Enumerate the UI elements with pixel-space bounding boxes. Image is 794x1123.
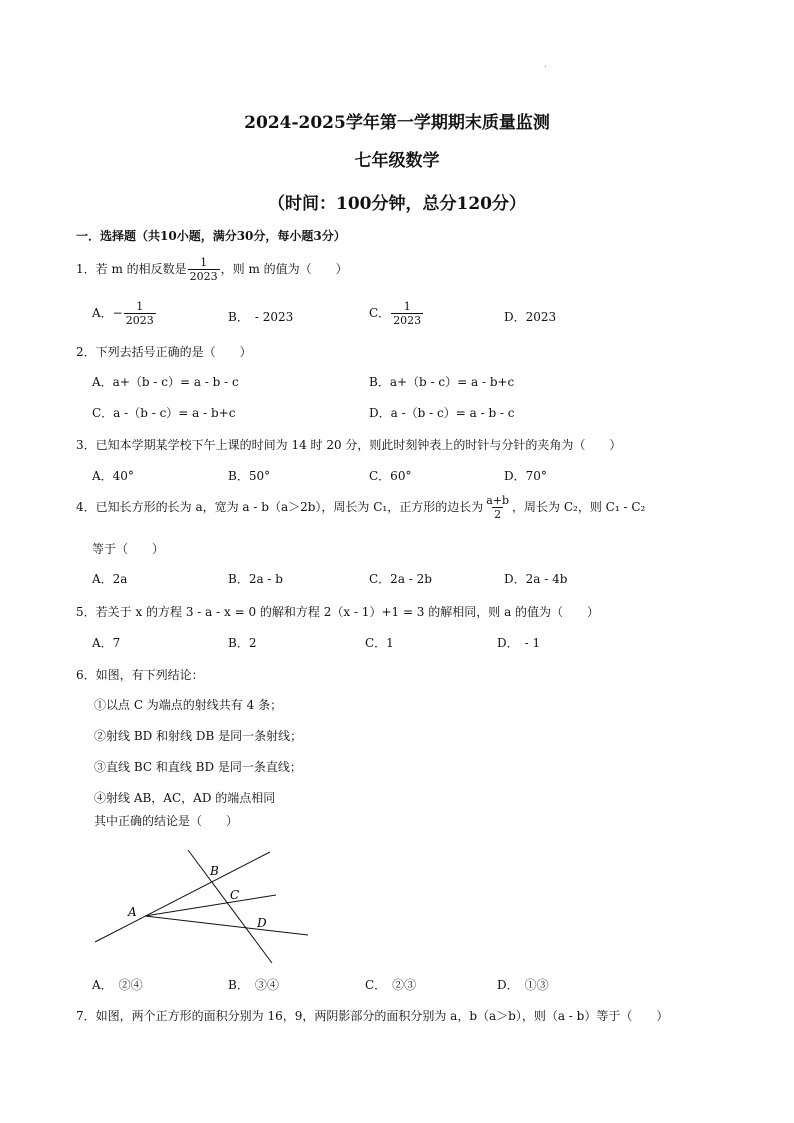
question-7-stem: 7．如图，两个正方形的面积分别为 16，9，两阴影部分的面积分别为 a，b（a＞b），则（a - b）等于（ ） (76, 1009, 669, 1023)
line-through-a-b (95, 852, 270, 942)
q6-option-a: A． ②④ (92, 978, 143, 992)
point-label-a: A (128, 905, 137, 919)
q3-option-a: A．40° (92, 469, 134, 483)
scan-dot (545, 66, 546, 67)
point-label-d: D (257, 916, 267, 930)
point-label-b: B (210, 864, 219, 878)
question-6-stem: 6．如图，有下列结论： (76, 668, 204, 682)
q1-option-a-fraction (124, 300, 156, 327)
q1-a-den: 2023 (125, 314, 154, 327)
q4-option-d: D．2a - 4b (504, 572, 568, 586)
q2-option-b: B．a+（b - c）= a - b+c (369, 375, 515, 389)
point-label-c: C (230, 888, 240, 902)
q4-stem-post: ，周长为 C₂，则 C₁ - C₂ (512, 500, 646, 514)
q4-fraction (484, 494, 511, 521)
q4-stem-pre: 4．已知长方形的长为 a，宽为 a - b（a＞2b），周长为 C₁，正方形的边长为 (76, 500, 484, 514)
q1-option-d: D．2023 (504, 310, 557, 324)
q1-option-c-label: C． (369, 306, 391, 320)
q5-option-c: C．1 (365, 636, 394, 650)
ray-a-d (145, 916, 308, 935)
question-4-stem-line2: 等于（ ） (92, 542, 165, 556)
q2-option-c: C．a -（b - c）= a - b+c (92, 406, 236, 420)
q4-option-c: C．2a - 2b (369, 572, 432, 586)
q1-stem-post: ，则 m 的值为（ ） (220, 262, 348, 276)
q6-statement-1: ①以点 C 为端点的射线共有 4 条； (94, 698, 283, 712)
q1-c-num: 1 (403, 300, 411, 313)
q4-option-b: B．2a - b (228, 572, 283, 586)
q3-option-c: C．60° (369, 469, 412, 483)
q6-option-b: B． ③④ (228, 978, 279, 992)
line-through-b-d (188, 850, 272, 963)
q6-statement-3: ③直线 BC 和直线 BD 是同一条直线； (94, 760, 302, 774)
q1-option-a-label: A．− (92, 306, 123, 320)
q3-option-b: B．50° (228, 469, 271, 483)
q5-option-a: A．7 (92, 636, 121, 650)
q1-c-den: 2023 (393, 314, 422, 327)
question-1-stem (76, 256, 348, 283)
q4-option-a: A．2a (92, 572, 128, 586)
q1-stem-pre: 1．若 m 的相反数是 (76, 262, 187, 276)
q6-geometry-figure (90, 845, 320, 970)
q5-option-b: B．2 (228, 636, 257, 650)
section-heading-choice: 一．选择题（共10小题，满分30分，每小题3分） (76, 229, 346, 243)
q6-option-d: D． ①③ (497, 978, 549, 992)
q4-frac-den: 2 (494, 508, 502, 521)
ray-a-c (145, 895, 276, 916)
q1-fraction (188, 256, 220, 283)
question-5-stem: 5．若关于 x 的方程 3 - a - x = 0 的解和方程 2（x - 1）+1 = 3 的解相同，则 a 的值为（ ） (76, 605, 600, 619)
question-3-stem: 3．已知本学期某学校下午上课的时间为 14 时 20 分，则此时刻钟表上的时针与分针的夹角为（ ） (76, 438, 622, 452)
q2-option-d: D．a -（b - c）= a - b - c (369, 406, 515, 420)
q3-option-d: D．70° (504, 469, 547, 483)
q6-option-c: C． ②③ (365, 978, 417, 992)
q6-statement-4: ④射线 AB，AC，AD 的端点相同 (94, 791, 276, 805)
q1-option-c (369, 300, 424, 327)
q1-frac-den: 2023 (189, 270, 218, 283)
q2-option-a: A．a+（b - c）= a - b - c (92, 375, 239, 389)
question-4-stem (76, 494, 645, 521)
question-2-stem: 2．下列去括号正确的是（ ） (76, 345, 252, 359)
q6-ask: 其中正确的结论是（ ） (94, 814, 239, 828)
q1-option-a (92, 300, 157, 327)
q1-frac-num: 1 (200, 256, 208, 269)
q4-frac-num: a+b (486, 494, 510, 507)
q6-statement-2: ②射线 BD 和射线 DB 是同一条射线； (94, 729, 303, 743)
q5-option-d: D． - 1 (497, 636, 541, 650)
exam-info: （时间：100分钟，总分120分） (268, 194, 526, 214)
exam-title: 2024-2025学年第一学期期末质量监测 (244, 113, 550, 133)
q1-option-b: B． - 2023 (228, 310, 294, 324)
exam-subtitle: 七年级数学 (354, 151, 440, 171)
q1-option-c-fraction (391, 300, 423, 327)
q1-a-num: 1 (136, 300, 144, 313)
